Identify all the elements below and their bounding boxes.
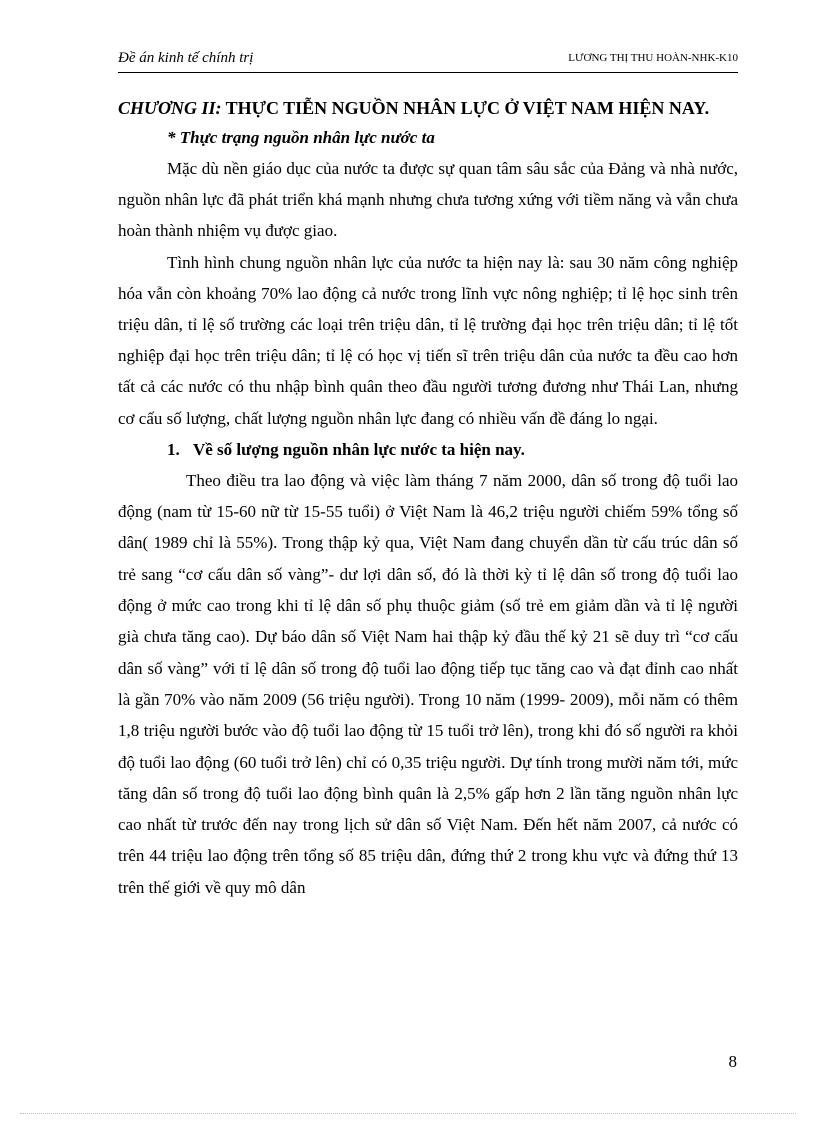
page-number: 8 — [728, 1052, 737, 1071]
chapter-title: THỰC TIỄN NGUỒN NHÂN LỰC Ở VIỆT NAM HIỆN NAY. — [225, 98, 710, 118]
section-heading — [118, 434, 738, 465]
section-number: 1. — [167, 439, 180, 459]
page-bottom-divider — [20, 1113, 796, 1114]
chapter-number: CHƯƠNG II: — [118, 98, 222, 118]
subheading: * Thực trạng nguồn nhân lực nước ta — [167, 128, 435, 147]
section-title: Về số lượng nguồn nhân lực nước ta hiện nay. — [192, 439, 525, 459]
header-document-title: Đề án kinh tế chính trị — [118, 50, 254, 66]
chapter-heading — [118, 93, 738, 123]
header-author: LƯƠNG THỊ THU HOÀN-NHK-K10 — [568, 52, 738, 64]
section-paragraph: Theo điều tra lao động và việc làm tháng 7 năm 2000, dân số trong độ tuổi lao động (nam từ 15-60 nữ từ 15-55 tuổi) ở Việt Nam là 46,2 triệu người chiếm 59% tổng số dân( 1989 chỉ là 55%). Trong thập kỷ qua, Việt Nam đang chuyển dần từ cấu trúc dân số trẻ sang “cơ cấu dân số vàng”- dư lợi dân số, đó là thời kỳ tỉ lệ dân số trong độ tuổi lao động ở mức cao trong khi tỉ lệ dân số phụ thuộc giảm (số trẻ em giảm dần và tỉ lệ người già chưa tăng cao). Dự báo dân số Việt Nam hai thập kỷ đầu thế kỷ 21 sẽ duy trì “cơ cấu dân số vàng” với tỉ lệ dân số trong độ tuổi lao động tiếp tục tăng cao và đạt đỉnh cao nhất là gần 70% vào năm 2009 (56 triệu người). Trong 10 năm (1999- 2009), mỗi năm có thêm 1,8 triệu người bước vào độ tuổi lao động từ 15 tuổi trở lên), trong khi đó số người ra khỏi độ tuổi lao động (60 tuổi trở lên) chỉ có 0,35 triệu người. Dự tính trong mười năm tới, mức tăng dân số trong độ tuổi lao động bình quân là 2,5% gấp hơn 2 lần tăng nguồn nhân lực cao nhất từ trước đến nay trong lịch sử dân số Việt Nam. Đến hết năm 2007, cả nước có trên 44 triệu lao động trên tổng số 85 triệu dân, đứng thứ 2 trong khu vực và đứng thứ 13 trên thế giới về quy mô dân — [118, 470, 738, 897]
paragraph: Tình hình chung nguồn nhân lực của nước ta hiện nay là: sau 30 năm công nghiệp hóa vẫn còn khoảng 70% lao động cả nước trong lĩnh vực nông nghiệp; tỉ lệ học sinh trên triệu dân, tỉ lệ số trường các loại trên triệu dân, tỉ lệ trường đại học trên triệu dân; tỉ lệ tốt nghiệp đại học trên triệu dân; tỉ lệ có học vị tiến sĩ trên triệu dân của nước ta đều cao hơn tất cả các nước có thu nhập bình quân theo đầu người tương đương như Thái Lan, nhưng cơ cấu số lượng, chất lượng nguồn nhân lực đang có nhiều vấn đề đáng lo ngại. — [118, 252, 738, 428]
paragraph: Mặc dù nền giáo dục của nước ta được sự quan tâm sâu sắc của Đảng và nhà nước, nguồn nhân lực đã phát triển khá mạnh nhưng chưa tương xứng với tiềm năng và vẫn chưa hoàn thành nhiệm vụ được giao. — [118, 159, 738, 241]
page-body — [118, 93, 738, 903]
page-header — [118, 50, 738, 73]
